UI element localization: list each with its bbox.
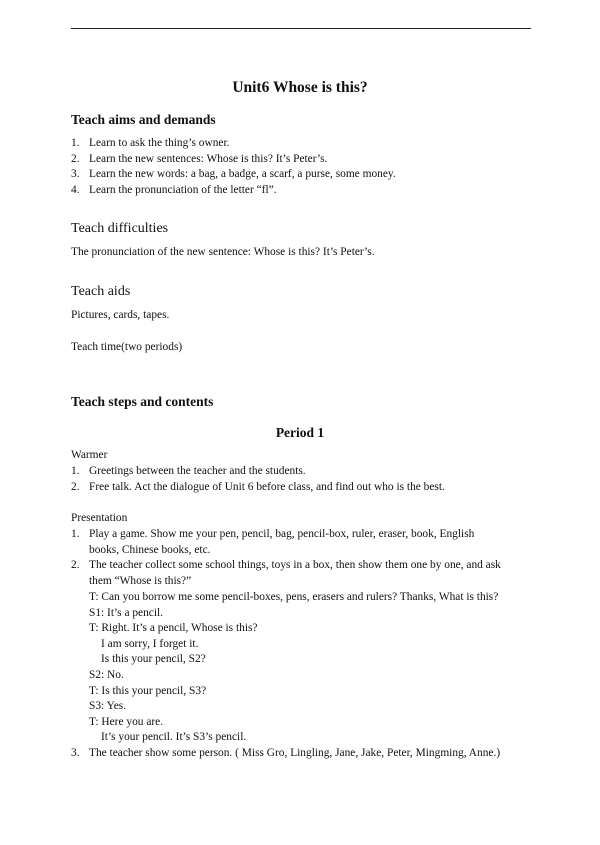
difficulties-heading: Teach difficulties: [71, 221, 169, 236]
list-item: 2. The teacher collect some school things, toys in a box, then show them one by one, and ask them “Whose is this?”: [71, 559, 501, 587]
page-title: Unit6 Whose is this?: [232, 79, 368, 96]
dialogue-line: S3: Yes.: [89, 700, 127, 713]
warmer-list: [71, 464, 531, 495]
list-item: 3. The teacher show some person. ( Miss Gro, Lingling, Jane, Jake, Peter, Mingming, Anne.): [71, 747, 501, 759]
dialogue-line: T: Can you borrow me some pencil-boxes, pens, erasers and rulers? Thanks, What is this?: [89, 591, 499, 603]
steps-heading: Teach steps and contents: [71, 394, 214, 409]
list-item: 1. Greetings between the teacher and the students.: [71, 465, 306, 477]
dialogue-line: Is this your pencil, S2?: [101, 653, 206, 666]
dialogue-line: It’s your pencil. It’s S3’s pencil.: [101, 731, 247, 744]
list-item: 2. Learn the new sentences: Whose is this? It’s Peter’s.: [71, 152, 328, 165]
list-item: 1. Play a game. Show me your pen, pencil, bag, pencil-box, ruler, eraser, book, English books, Chinese books, etc.: [71, 528, 475, 556]
dialogue-line: T: Right. It’s a pencil, Whose is this?: [89, 622, 258, 635]
period-heading: Period 1: [275, 425, 325, 440]
dialogue-line: T: Here you are.: [89, 715, 164, 728]
aims-list: [71, 136, 531, 198]
presentation-list-cont: [71, 746, 531, 762]
dialogue-line: S1: It’s a pencil.: [89, 606, 164, 619]
warmer-label: Warmer: [71, 449, 108, 461]
list-item: 1. Learn to ask the thing’s owner.: [71, 137, 230, 149]
dialogue-line: T: Is this your pencil, S3?: [89, 684, 207, 697]
aims-heading: Teach aims and demands: [71, 112, 216, 127]
presentation-list: [71, 527, 531, 589]
list-item: 4. Learn the pronunciation of the letter “fl”.: [71, 183, 277, 196]
aids-text: Pictures, cards, tapes.: [71, 309, 170, 321]
dialogue-line: I am sorry, I forget it.: [101, 637, 199, 650]
difficulties-text: The pronunciation of the new sentence: Whose is this? It’s Peter’s.: [71, 246, 375, 258]
dialogue: [89, 590, 498, 746]
teach-time: Teach time(two periods): [71, 341, 183, 353]
list-item: 3. Learn the new words: a bag, a badge, a scarf, a purse, some money.: [71, 168, 396, 181]
aids-heading: Teach aids: [71, 284, 131, 299]
dialogue-line: S2: No.: [89, 668, 124, 681]
list-item: 2. Free talk. Act the dialogue of Unit 6 before class, and find out who is the best.: [71, 480, 445, 493]
presentation-label: Presentation: [71, 512, 128, 524]
header-rule: [71, 28, 531, 29]
